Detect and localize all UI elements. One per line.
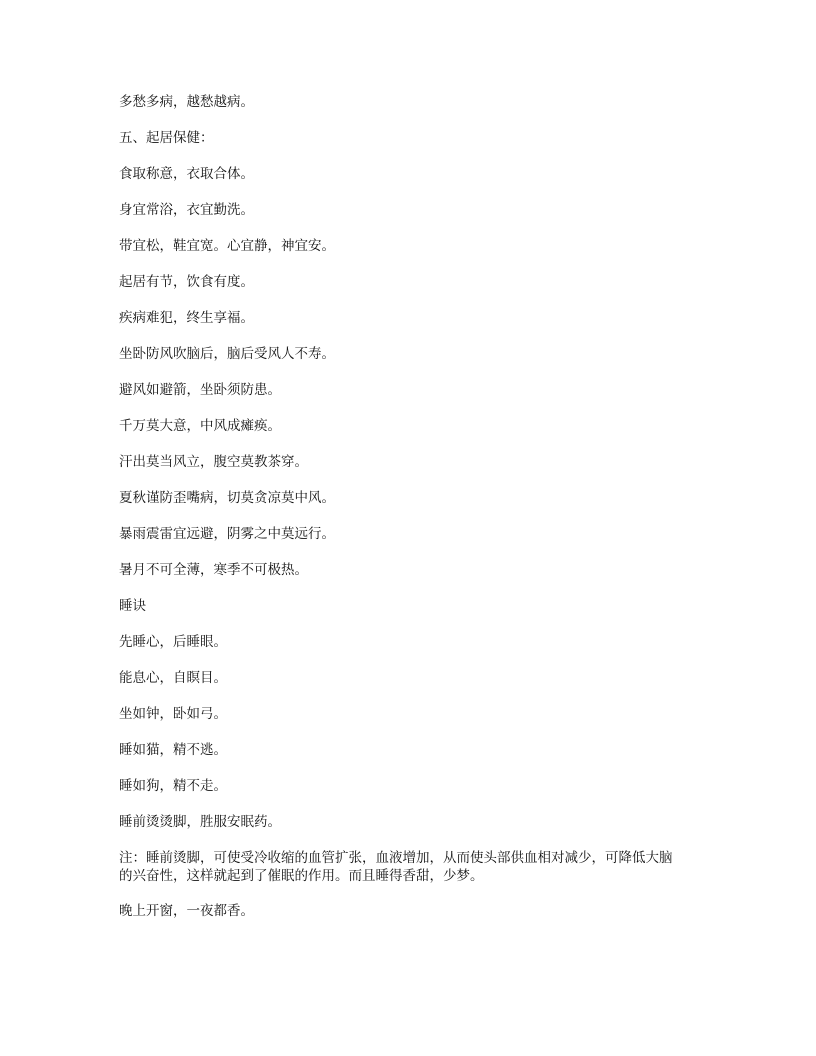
section-heading: 五、起居保健： — [119, 130, 214, 146]
paragraph: 汗出莫当风立，腹空莫教茶穿。 — [119, 454, 308, 470]
paragraph: 起居有节，饮食有度。 — [119, 274, 254, 290]
paragraph: 睡如猫，精不逃。 — [119, 742, 227, 758]
note-paragraph: 注：睡前烫脚，可使受冷收缩的血管扩张，血液增加，从而使头部供血相对减少，可降低大脑 的兴奋性，这样就起到了催眠的作用。而且睡得香甜，少梦。 — [119, 850, 673, 884]
paragraph: 身宜常浴，衣宜勤洗。 — [119, 202, 254, 218]
paragraph: 先睡心，后睡眼。 — [119, 634, 227, 650]
paragraph: 坐卧防风吹脑后，脑后受风人不寿。 — [119, 346, 335, 362]
paragraph: 晚上开窗，一夜都香。 — [119, 903, 254, 919]
paragraph: 带宜松，鞋宜宽。心宜静，神宜安。 — [119, 238, 335, 254]
paragraph: 坐如钟，卧如弓。 — [119, 706, 227, 722]
paragraph: 多愁多病，越愁越病。 — [119, 94, 254, 110]
paragraph: 疾病难犯，终生享福。 — [119, 310, 254, 326]
paragraph: 暴雨震雷宜远避，阴雾之中莫远行。 — [119, 526, 335, 542]
paragraph: 暑月不可全薄，寒季不可极热。 — [119, 562, 308, 578]
document-page — [119, 93, 699, 938]
paragraph: 能息心，自瞑目。 — [119, 670, 227, 686]
paragraph: 睡前烫烫脚，胜服安眠药。 — [119, 814, 281, 830]
section-heading: 睡诀 — [119, 598, 146, 614]
paragraph: 千万莫大意，中风成瘫痪。 — [119, 418, 281, 434]
paragraph: 夏秋谨防歪嘴病，切莫贪凉莫中风。 — [119, 490, 335, 506]
paragraph: 避风如避箭，坐卧须防患。 — [119, 382, 281, 398]
paragraph: 食取称意，衣取合体。 — [119, 166, 254, 182]
paragraph: 睡如狗，精不走。 — [119, 778, 227, 794]
